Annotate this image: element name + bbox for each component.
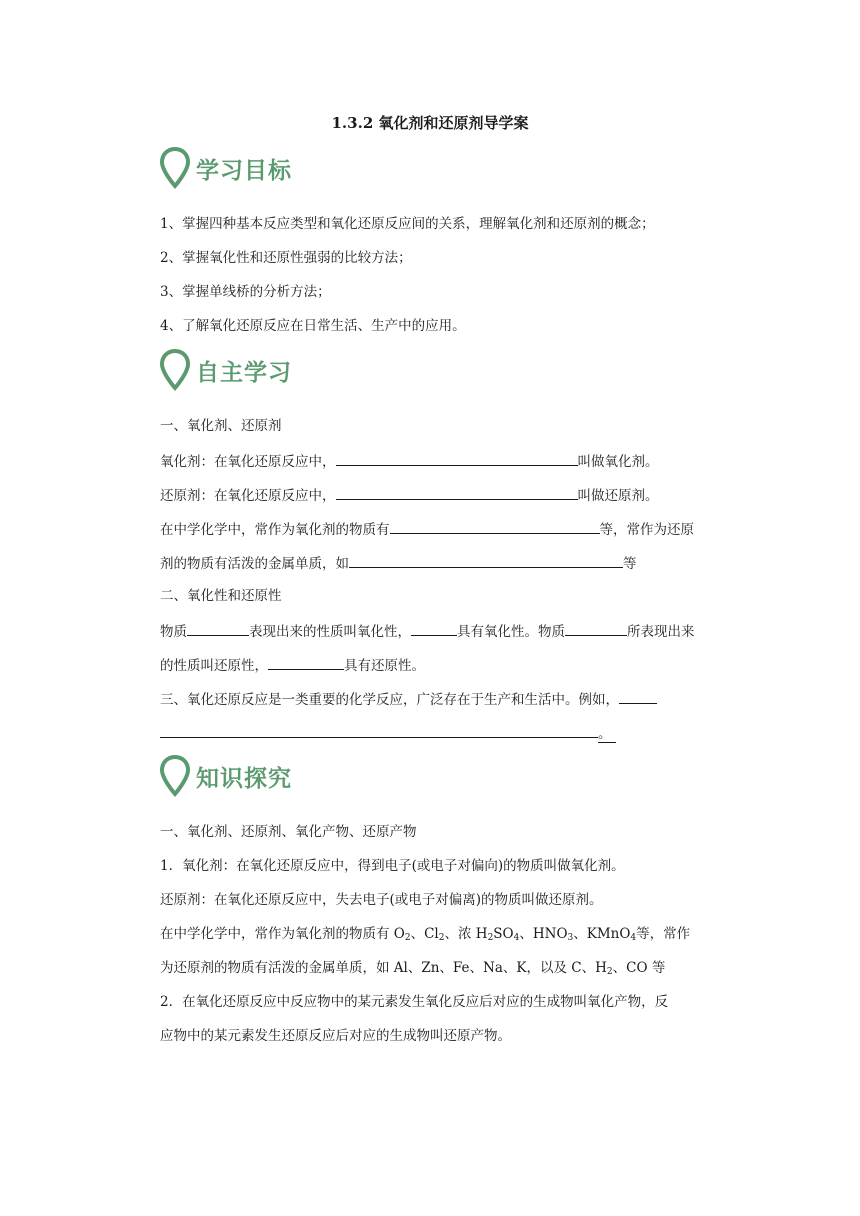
- text: 剂的物质有活泼的金属单质，如: [160, 556, 349, 572]
- answer-blank[interactable]: [336, 484, 578, 500]
- map-pin-icon: [160, 348, 190, 392]
- subheading: 一、氧化剂、还原剂、氧化产物、还原产物: [160, 824, 417, 840]
- answer-blank[interactable]: [336, 450, 578, 466]
- subscript: 2: [487, 933, 494, 943]
- answer-blank[interactable]: [565, 620, 627, 636]
- text: 为还原剂的物质有活泼的金属单质，如 Al、Zn、Fe、Na、K，以及 C、H: [160, 960, 607, 976]
- text: 还原剂：在氧化还原反应中，: [160, 488, 336, 504]
- text: 叫做还原剂。: [577, 488, 659, 504]
- text: 氧化剂：在氧化还原反应中，: [160, 454, 336, 470]
- subscript: 4: [513, 933, 520, 943]
- fill-line-oxidant: [160, 450, 730, 472]
- fill-line-common: [160, 518, 730, 540]
- text: 。: [598, 726, 616, 743]
- text: 在中学化学中，常作为氧化剂的物质有: [160, 522, 390, 538]
- paragraph: 还原剂：在氧化还原反应中，失去电子(或电子对偏离)的物质叫做还原剂。: [160, 892, 603, 908]
- text: 、CO 等: [612, 960, 666, 976]
- answer-blank[interactable]: [349, 552, 623, 568]
- text: 、HNO: [519, 926, 568, 942]
- section-heading-self-study: [160, 348, 292, 392]
- objective-item: 3、掌握单线桥的分析方法；: [160, 284, 331, 300]
- objective-item: 4、了解氧化还原反应在日常生活、生产中的应用。: [160, 318, 466, 334]
- map-pin-icon: [160, 754, 190, 798]
- paragraph-oxidants: [160, 924, 730, 944]
- section-heading-objectives: [160, 146, 292, 190]
- text: 、KMnO: [573, 926, 631, 942]
- answer-blank[interactable]: [390, 518, 600, 534]
- paragraph: 应物中的某元素发生还原反应后对应的生成物叫还原产物。: [160, 1028, 511, 1044]
- paragraph-reductants: [160, 958, 730, 978]
- text: 、浓 H: [444, 926, 488, 942]
- section-title: 学习目标: [196, 157, 292, 184]
- subscript: 2: [404, 933, 411, 943]
- subscript: 2: [438, 933, 445, 943]
- text: 具有氧化性。物质: [457, 624, 565, 640]
- fill-line-reductant: [160, 484, 730, 506]
- fill-line-properties: [160, 620, 730, 642]
- answer-blank[interactable]: [411, 620, 457, 636]
- fill-line-example2: [160, 722, 730, 744]
- answer-blank[interactable]: [187, 620, 249, 636]
- subheading: 一、氧化剂、还原剂: [160, 418, 282, 434]
- subscript: 3: [567, 933, 574, 943]
- subheading: 二、氧化性和还原性: [160, 588, 282, 604]
- text: 、Cl: [410, 926, 439, 942]
- text: 具有还原性。: [344, 658, 425, 674]
- section-title: 知识探究: [196, 765, 292, 792]
- objective-item: 1、掌握四种基本反应类型和氧化还原反应间的关系，理解氧化剂和还原剂的概念；: [160, 216, 655, 232]
- text: 等，常作: [636, 926, 691, 942]
- section-heading-explore: [160, 754, 292, 798]
- paragraph: 2．在氧化还原反应中反应物中的某元素发生氧化反应后对应的生成物叫氧化产物，反: [160, 994, 669, 1010]
- text: 的性质叫还原性，: [160, 658, 268, 674]
- fill-line-properties2: [160, 654, 730, 676]
- answer-blank[interactable]: [268, 654, 344, 670]
- text: 所表现出来: [627, 624, 695, 640]
- map-pin-icon: [160, 146, 190, 190]
- text: 叫做氧化剂。: [577, 454, 659, 470]
- text: 在中学化学中，常作为氧化剂的物质有 O: [160, 926, 405, 942]
- section-title: 自主学习: [196, 359, 292, 386]
- answer-blank[interactable]: [619, 688, 657, 704]
- text: 物质: [160, 624, 187, 640]
- text: SO: [493, 926, 514, 942]
- text: 等，常作为还原: [599, 522, 694, 538]
- subscript: 2: [606, 967, 613, 977]
- text: 等: [623, 556, 637, 572]
- paragraph: 1．氧化剂：在氧化还原反应中，得到电子(或电子对偏向)的物质叫做氧化剂。: [160, 858, 625, 874]
- text: 三、氧化还原反应是一类重要的化学反应，广泛存在于生产和生活中。例如，: [160, 692, 619, 708]
- subscript: 4: [630, 933, 637, 943]
- objective-item: 2、掌握氧化性和还原性强弱的比较方法；: [160, 250, 412, 266]
- text: 表现出来的性质叫氧化性，: [249, 624, 411, 640]
- fill-line-common2: [160, 552, 730, 574]
- document-title: 1.3.2 氧化剂和还原剂导学案: [331, 114, 529, 132]
- answer-blank[interactable]: [160, 722, 598, 738]
- fill-line-example: [160, 688, 730, 710]
